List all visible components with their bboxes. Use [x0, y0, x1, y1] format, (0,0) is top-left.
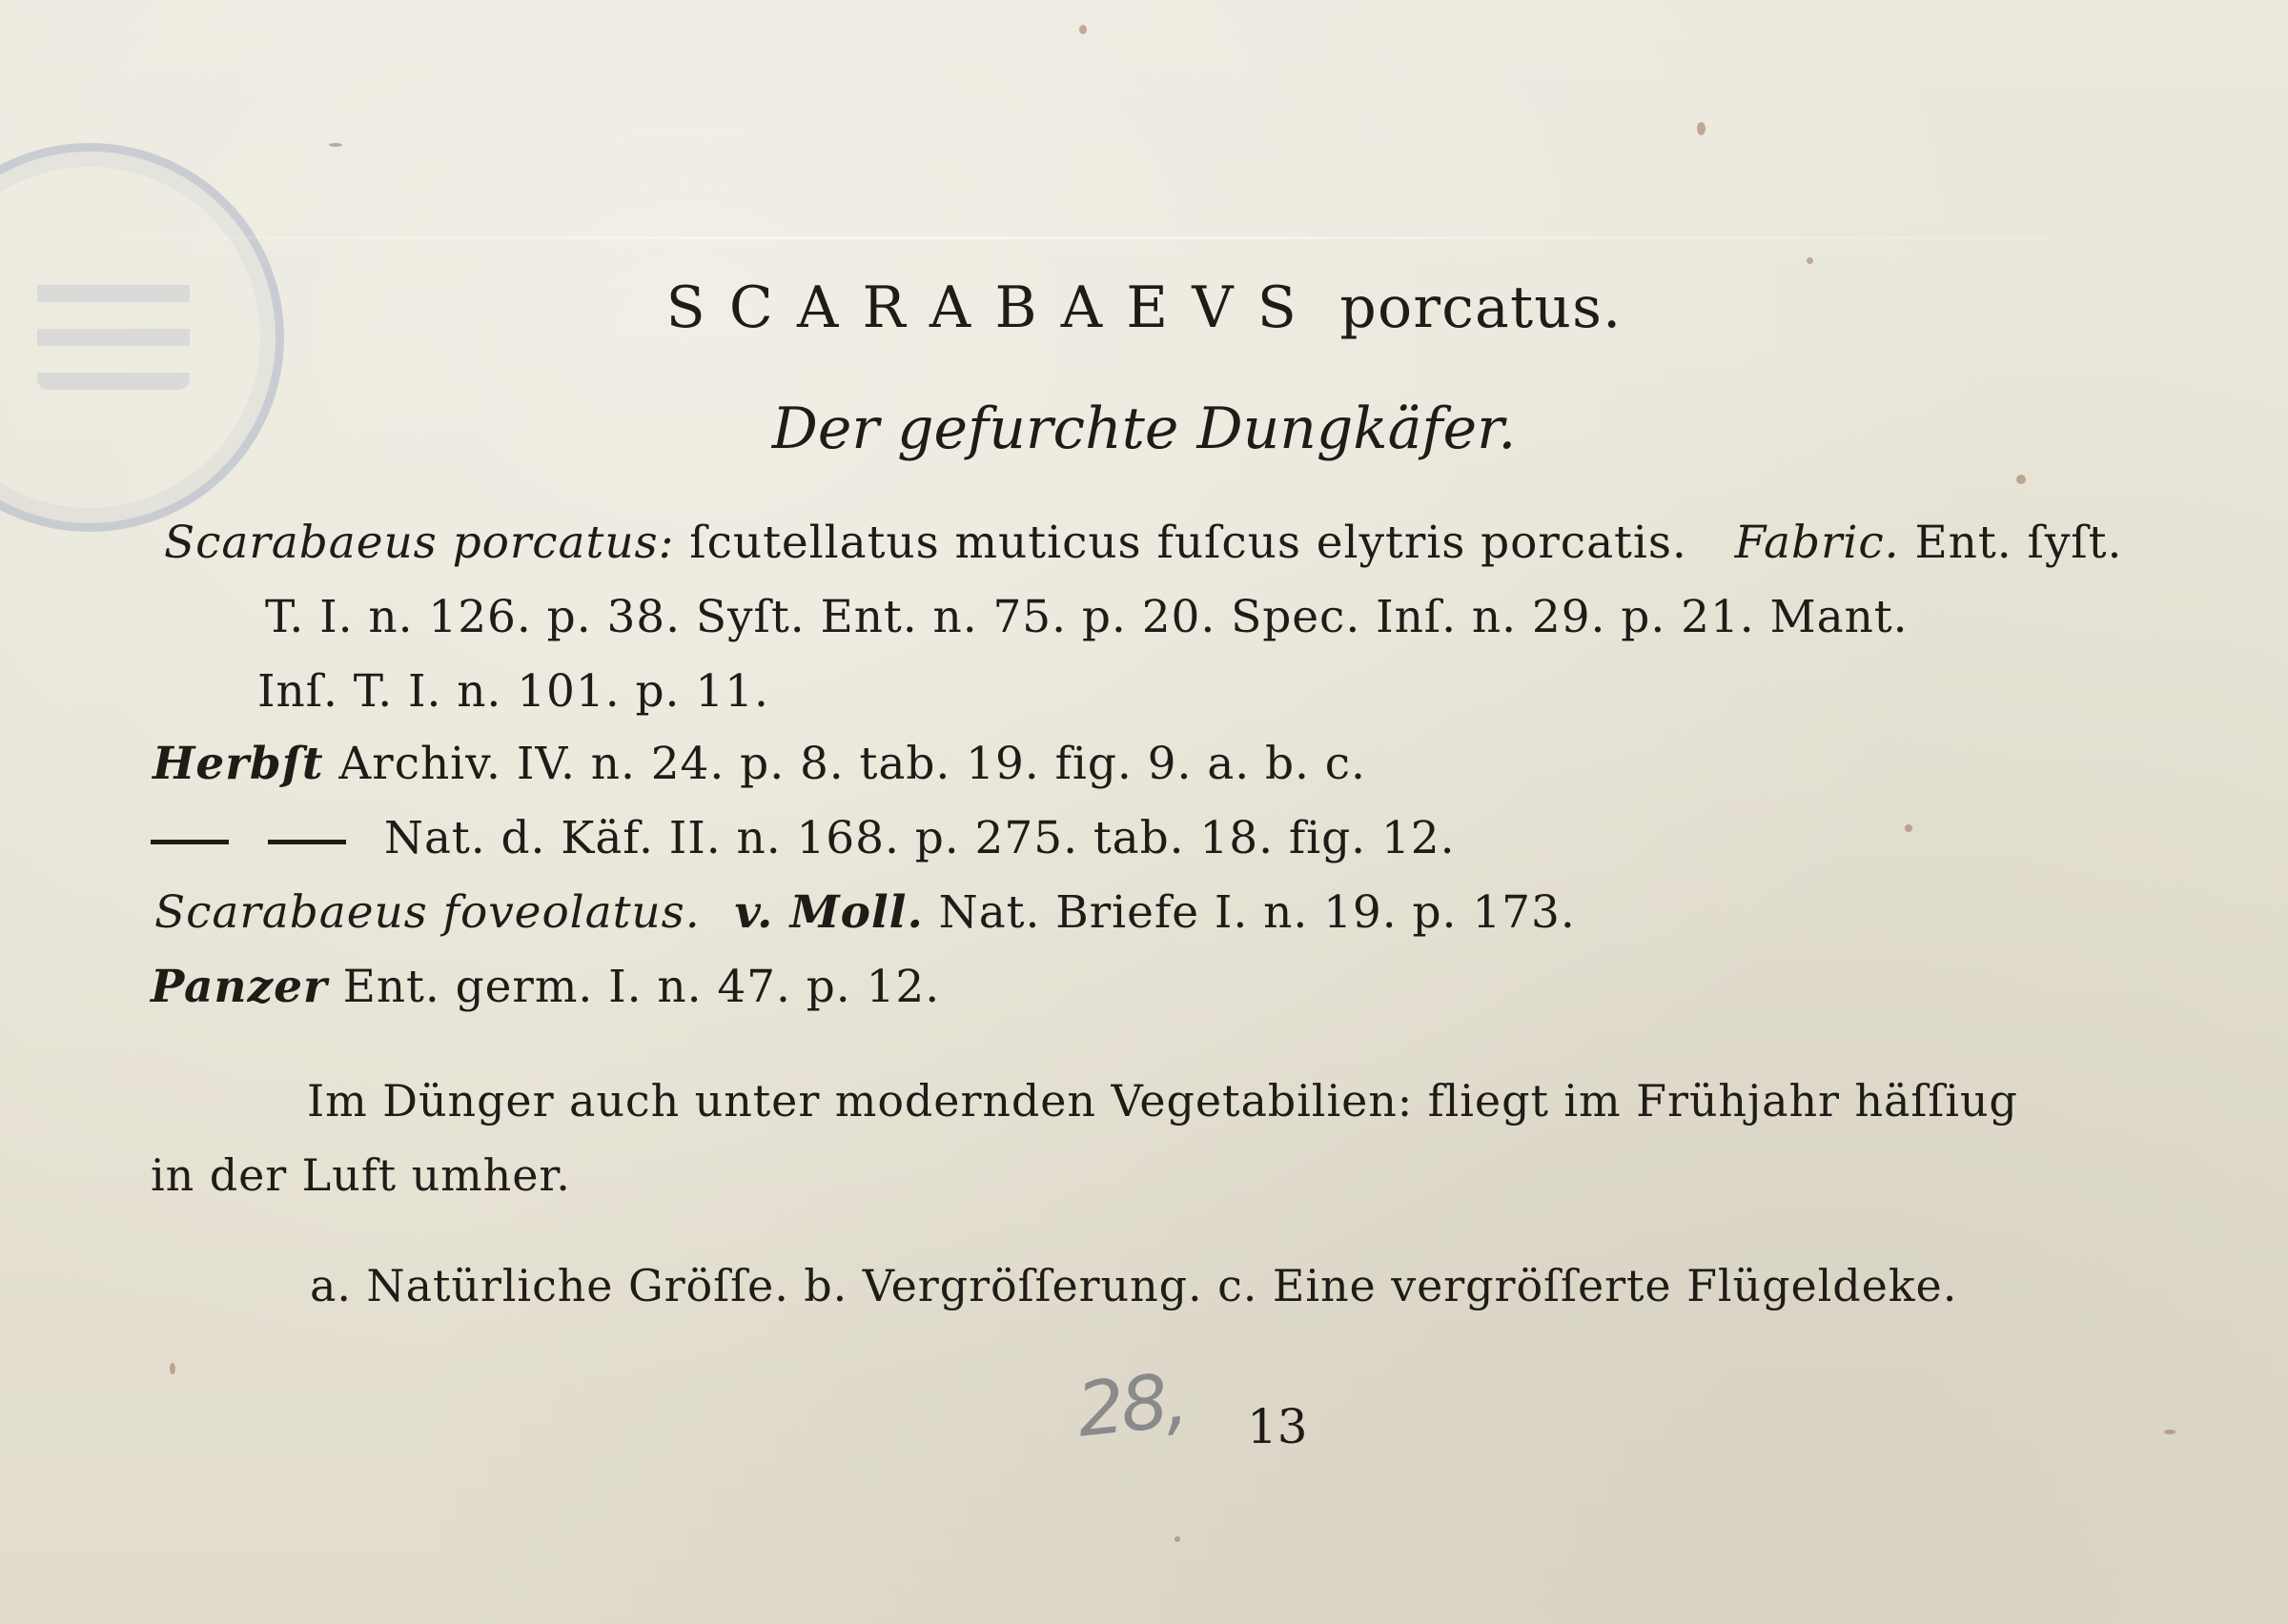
ditto-dashes: [151, 837, 346, 846]
reference-text: Nat. Briefe I. n. 19. p. 173.: [938, 886, 1576, 939]
author-name: v. Moll.: [734, 886, 924, 939]
pencil-annotation: 28,: [1072, 1357, 1189, 1454]
title-species: porcatus.: [1339, 274, 1623, 341]
synonymy-line-6: [154, 886, 1576, 939]
synonymy-line-4: [153, 738, 1366, 790]
figure-legend: a. Natürliche Gröſſe. b. Vergröſſerung. c. Eine vergröſſerte Flügeldeke.: [310, 1260, 1958, 1311]
reference-text: Ent. ſyſt.: [1914, 517, 2123, 569]
paper-fleck: [2016, 475, 2026, 484]
german-name: Der gefurchte Dungkäfer.: [771, 396, 1517, 462]
paper-crease: [0, 236, 2288, 239]
species-title: [0, 274, 2288, 341]
paper-fleck: [1079, 25, 1087, 34]
reference-text: Ent. germ. I. n. 47. p. 12.: [342, 961, 941, 1013]
habitat-line-2: in der Luft umher.: [151, 1149, 571, 1201]
habitat-line-1: Im Dünger auch unter modernden Vegetabilien: fliegt im Frühjahr häſſiug: [307, 1075, 2018, 1127]
paper-fleck: [170, 1363, 175, 1374]
taxon-name: Scarabaeus foveolatus.: [154, 886, 701, 939]
synonymy-line-1: [164, 517, 2122, 569]
synonymy-line-7: [151, 961, 940, 1013]
reference-text: Archiv. IV. n. 24. p. 8. tab. 19. fig. 9. a. b. c.: [338, 738, 1366, 790]
paper-fleck: [1807, 257, 1813, 264]
author-name: Fabric.: [1734, 517, 1900, 569]
paper-fleck: [2164, 1430, 2176, 1434]
paper-fleck: [1175, 1536, 1180, 1542]
reference-text: Nat. d. Käf. II. n. 168. p. 275. tab. 18. fig. 12.: [383, 812, 1456, 864]
paper-fleck: [1697, 122, 1706, 135]
author-name: Panzer: [151, 961, 328, 1013]
author-name: Herbſt: [153, 738, 324, 790]
page-number: 13: [1247, 1399, 1308, 1454]
synonymy-line-3: Inſ. T. I. n. 101. p. 11.: [257, 665, 769, 718]
synonymy-line-5: [151, 812, 1456, 864]
paper-fleck: [1905, 824, 1912, 832]
paper-fleck: [329, 143, 342, 147]
taxon-name: Scarabaeus porcatus:: [164, 517, 675, 569]
diagnosis-text: ſcutellatus muticus fuſcus elytris porcatis.: [689, 517, 1687, 569]
synonymy-line-2: T. I. n. 126. p. 38. Syſt. Ent. n. 75. p. 20. Spec. Inſ. n. 29. p. 21. Mant.: [265, 591, 1909, 643]
title-genus: SCARABAEVS: [665, 274, 1321, 341]
